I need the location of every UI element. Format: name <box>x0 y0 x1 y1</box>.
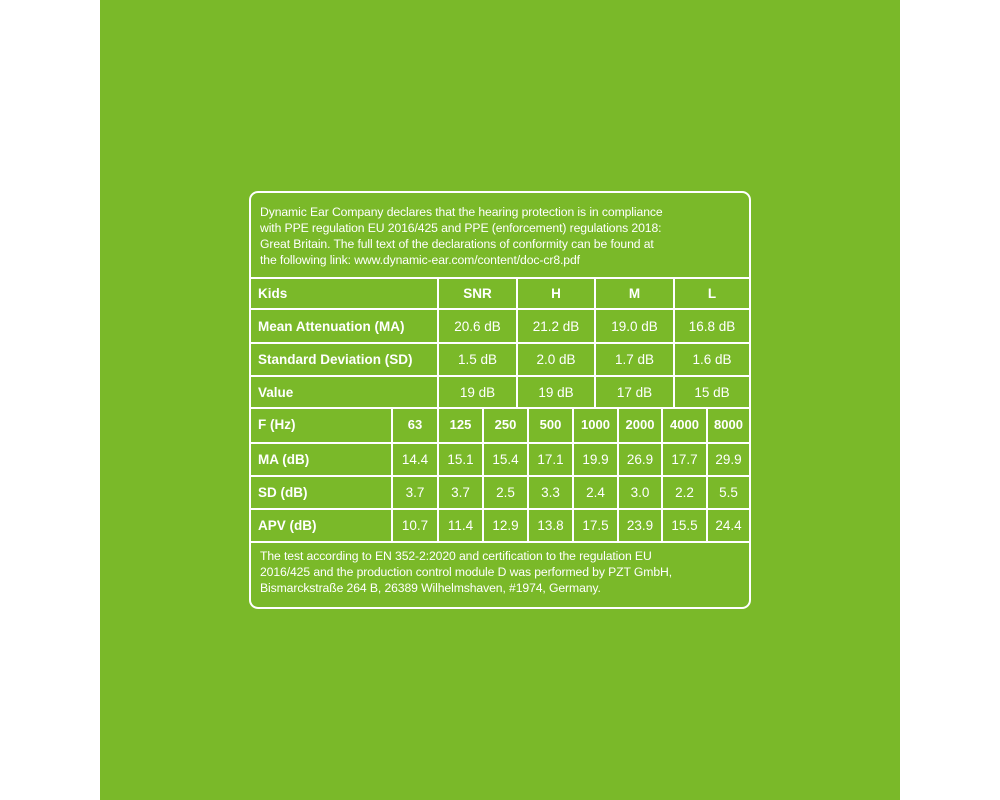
summary-row-label: Standard Deviation (SD) <box>258 352 413 367</box>
frequency-value-cell: 19.9 <box>582 452 609 467</box>
compliance-declaration <box>260 204 742 268</box>
frequency-header-cell: 125 <box>449 417 472 432</box>
frequency-value-cell: 3.0 <box>630 485 650 500</box>
summary-row-label: Mean Attenuation (MA) <box>258 318 405 334</box>
footer-line: 2016/425 and the production control module D was performed by PZT GmbH, <box>260 565 673 579</box>
intro-line: Great Britain. The full text of the declarations of conformity can be found at <box>260 237 654 251</box>
summary-value-cell: 1.7 dB <box>614 352 655 367</box>
summary-value-cell: 17 dB <box>616 384 653 400</box>
frequency-value-cell: 13.8 <box>537 518 564 533</box>
frequency-value-cell: 3.7 <box>405 485 425 500</box>
frequency-row-label: MA (dB) <box>258 452 310 467</box>
summary-header-cell: H <box>551 286 561 301</box>
frequency-value-cell: 14.4 <box>401 452 429 467</box>
table-rule <box>251 541 749 543</box>
frequency-value-cell: 24.4 <box>715 518 742 533</box>
frequency-value-cell: 12.9 <box>492 518 519 533</box>
certification-note <box>260 548 742 596</box>
frequency-header-cell: 1000 <box>581 417 610 432</box>
frequency-value-cell: 23.9 <box>626 518 654 533</box>
frequency-value-cell: 10.7 <box>401 518 429 533</box>
frequency-value-cell: 29.9 <box>715 452 742 467</box>
summary-header-cell: SNR <box>463 286 492 301</box>
intro-line: with PPE regulation EU 2016/425 and PPE (enforcement) regulations 2018: <box>260 221 662 235</box>
frequency-value-cell: 2.5 <box>496 485 515 500</box>
frequency-value-cell: 2.4 <box>586 485 605 500</box>
summary-value-cell: 19 dB <box>538 384 574 400</box>
summary-value-cell: 19 dB <box>459 384 496 400</box>
frequency-value-cell: 3.7 <box>451 485 470 500</box>
frequency-value-cell: 17.5 <box>582 518 609 533</box>
frequency-value-cell: 15.1 <box>447 452 474 467</box>
frequency-header-cell: 8000 <box>714 417 743 432</box>
frequency-header-cell: 2000 <box>625 417 655 432</box>
frequency-header-cell: 250 <box>494 417 517 432</box>
footer-line: Bismarckstraße 264 B, 26389 Wilhelmshaven, #1974, Germany. <box>260 581 601 595</box>
summary-header-cell: Kids <box>258 286 288 301</box>
summary-value-cell: 19.0 dB <box>611 318 658 334</box>
frequency-value-cell: 15.4 <box>492 452 519 467</box>
frequency-value-cell: 3.3 <box>541 485 560 500</box>
frequency-header-cell: F (Hz) <box>258 417 296 432</box>
frequency-header-cell: 4000 <box>670 417 699 432</box>
frequency-row-label: APV (dB) <box>258 518 317 533</box>
summary-value-cell: 16.8 dB <box>688 318 736 334</box>
summary-header-cell: M <box>628 286 641 301</box>
frequency-value-cell: 2.2 <box>675 485 694 500</box>
summary-value-cell: 21.2 dB <box>532 318 580 334</box>
frequency-header-cell: 63 <box>407 417 423 432</box>
frequency-value-cell: 11.4 <box>447 518 474 533</box>
frequency-header-cell: 500 <box>539 417 562 432</box>
frequency-value-cell: 15.5 <box>671 518 698 533</box>
summary-value-cell: 1.6 dB <box>692 352 732 367</box>
frequency-value-cell: 26.9 <box>626 452 654 467</box>
summary-value-cell: 1.5 dB <box>457 352 498 367</box>
summary-value-cell: 2.0 dB <box>536 352 576 367</box>
intro-line: Dynamic Ear Company declares that the hearing protection is in compliance <box>260 205 663 219</box>
summary-header-cell: L <box>707 286 717 301</box>
summary-value-cell: 20.6 dB <box>454 318 501 334</box>
footer-line: The test according to EN 352-2:2020 and certification to the regulation EU <box>260 549 652 563</box>
summary-row-label: Value <box>258 384 294 400</box>
frequency-row-label: SD (dB) <box>258 485 308 500</box>
frequency-value-cell: 17.7 <box>671 452 698 467</box>
declaration-card <box>249 191 751 609</box>
frequency-value-cell: 17.1 <box>537 452 564 467</box>
summary-value-cell: 15 dB <box>694 384 730 400</box>
intro-line: the following link: www.dynamic-ear.com/content/doc-cr8.pdf <box>260 253 580 267</box>
frequency-value-cell: 5.5 <box>719 485 738 500</box>
